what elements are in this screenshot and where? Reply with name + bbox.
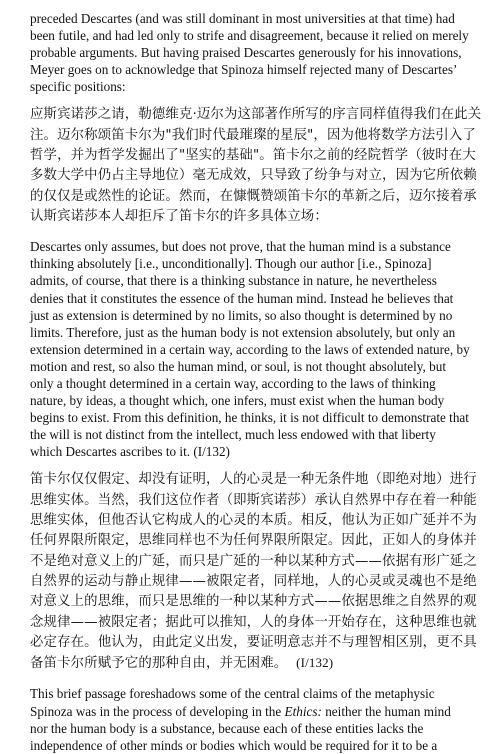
- text-line: extension determined in a certain way, according to the laws of extended nature, by: [30, 341, 470, 357]
- text-line: limits. Therefore, just as the human body is not extension absolutely, but only an: [30, 324, 456, 340]
- text-segment: Spinoza was in the process of developing in the: [30, 703, 285, 719]
- text-line: been futile, and had led only to strife and disagreement, because it relied on merely: [30, 28, 469, 44]
- text-line: only a thought determined in a certain way, according to the laws of thinking: [30, 376, 436, 391]
- text-line: 不是绝对意义上的广延，而只是广延的一种以某种方式——依据有形广延之: [30, 553, 477, 569]
- citation: (I/132): [296, 655, 334, 671]
- text-line: specific positions:: [30, 79, 126, 95]
- text-line: begins to exist. From this definition, he thinks, it is not difficult to demonstrate that: [30, 410, 469, 426]
- book-title: Ethics:: [284, 703, 322, 719]
- text-line: which Descartes ascribes to it. (I/132): [30, 444, 230, 460]
- text-line: 哲学，并为哲学发掘出了"坚实的基础"。笛卡尔之前的经院哲学（彼时在大: [30, 148, 476, 164]
- text-line: the will is not distinct from the intellect, much less endowed with that liberty: [30, 427, 436, 443]
- block-quote-chinese: [30, 470, 477, 674]
- text-line: 任何界限所限定，思维同样也不为任何界限所限定。因此，正如人的身体并: [30, 533, 477, 549]
- text-line: 对意义上的思维，而只是思维的一种以某种方式——依据思维之自然界的观: [30, 594, 477, 610]
- text-line: 的仅仅是或然性的论证。然而，在慷慨赞颂笛卡尔的革新之后，迈尔接着承: [30, 188, 477, 204]
- text-line: This brief passage foreshadows some of the central claims of the metaphysic: [30, 686, 435, 702]
- text-line: nor the human body is a substance, because each of these entities lacks the: [30, 720, 424, 736]
- text-line: thinking absolutely [i.e., unconditionally]. Though our author [i.e., Spinoza]: [30, 256, 432, 272]
- text-line: 认斯宾诺莎本人却拒斥了笛卡尔的许多具体立场：: [30, 208, 328, 224]
- text-line: Meyer goes on to acknowledge that Spinoza himself rejected many of Descartes’: [30, 62, 458, 78]
- text-line: nature, by ideas, a thought which, one infers, must exist when the human body: [30, 393, 445, 409]
- paragraph-english-intro: [30, 10, 470, 95]
- text-line: 注。迈尔称颂笛卡尔为"我们时代最璀璨的星辰"，因为他将数学方法引入了: [30, 127, 476, 143]
- text-segment: neither the human mind: [321, 703, 451, 719]
- text-line: Descartes only assumes, but does not prove, that the human mind is a substance: [30, 239, 451, 255]
- text-line: independence of other minds or bodies which would be required for it to be a: [30, 737, 438, 753]
- text-line: [30, 703, 470, 720]
- text-line: 应斯宾诺莎之请，勒德维克·迈尔为这部著作所写的序言同样值得我们在此关: [30, 107, 482, 123]
- text-line: motion and rest, so also the human mind, or soul, is not thought absolutely, but: [30, 358, 446, 374]
- text-segment: 备笛卡尔所赋予它的那种自由，并无困难。: [30, 656, 288, 672]
- text-line: 思维实体。当然，我们这位作者（即斯宾诺莎）承认自然界中存在着一种能: [30, 492, 477, 508]
- text-line: 笛卡尔仅仅假定、却没有证明，人的心灵是一种无条件地（即绝对地）进行: [30, 472, 477, 488]
- block-quote-english: [30, 238, 470, 460]
- text-line: 必定存在。他认为，由此定义出发，要证明意志并不与理智相区别，更不具: [30, 634, 477, 650]
- text-line: [30, 653, 470, 674]
- text-line: 自然界的运动与静止规律——被限定者，同样地，人的心灵或灵魂也不是绝: [30, 573, 477, 589]
- text-line: 多数大学中仍占主导地位）毫无成效，只导致了纷争与对立，因为它所依赖: [30, 168, 477, 184]
- text-line: 念规律——被限定者；据此可以推知，人的身体一开始存在，这种思维也就: [30, 614, 477, 630]
- text-line: 思维实体，但他否认它构成人的心灵的本质。相反，他认为正如广延并不为: [30, 513, 477, 529]
- text-line: admits, of course, that there is a thinking substance in nature, he nevertheless: [30, 273, 437, 289]
- text-line: denies that it constitutes the essence of the human mind. Instead he believes that: [30, 290, 454, 306]
- text-line: just as extension is determined by no limits, so also thought is determined by no: [30, 307, 453, 323]
- text-line: preceded Descartes (and was still dominant in most universities at that time) had: [30, 11, 455, 26]
- paragraph-english-commentary: [30, 685, 470, 753]
- paragraph-chinese-translation: [30, 105, 482, 227]
- text-line: probable arguments. But having praised Descartes generously for his innovations,: [30, 45, 462, 61]
